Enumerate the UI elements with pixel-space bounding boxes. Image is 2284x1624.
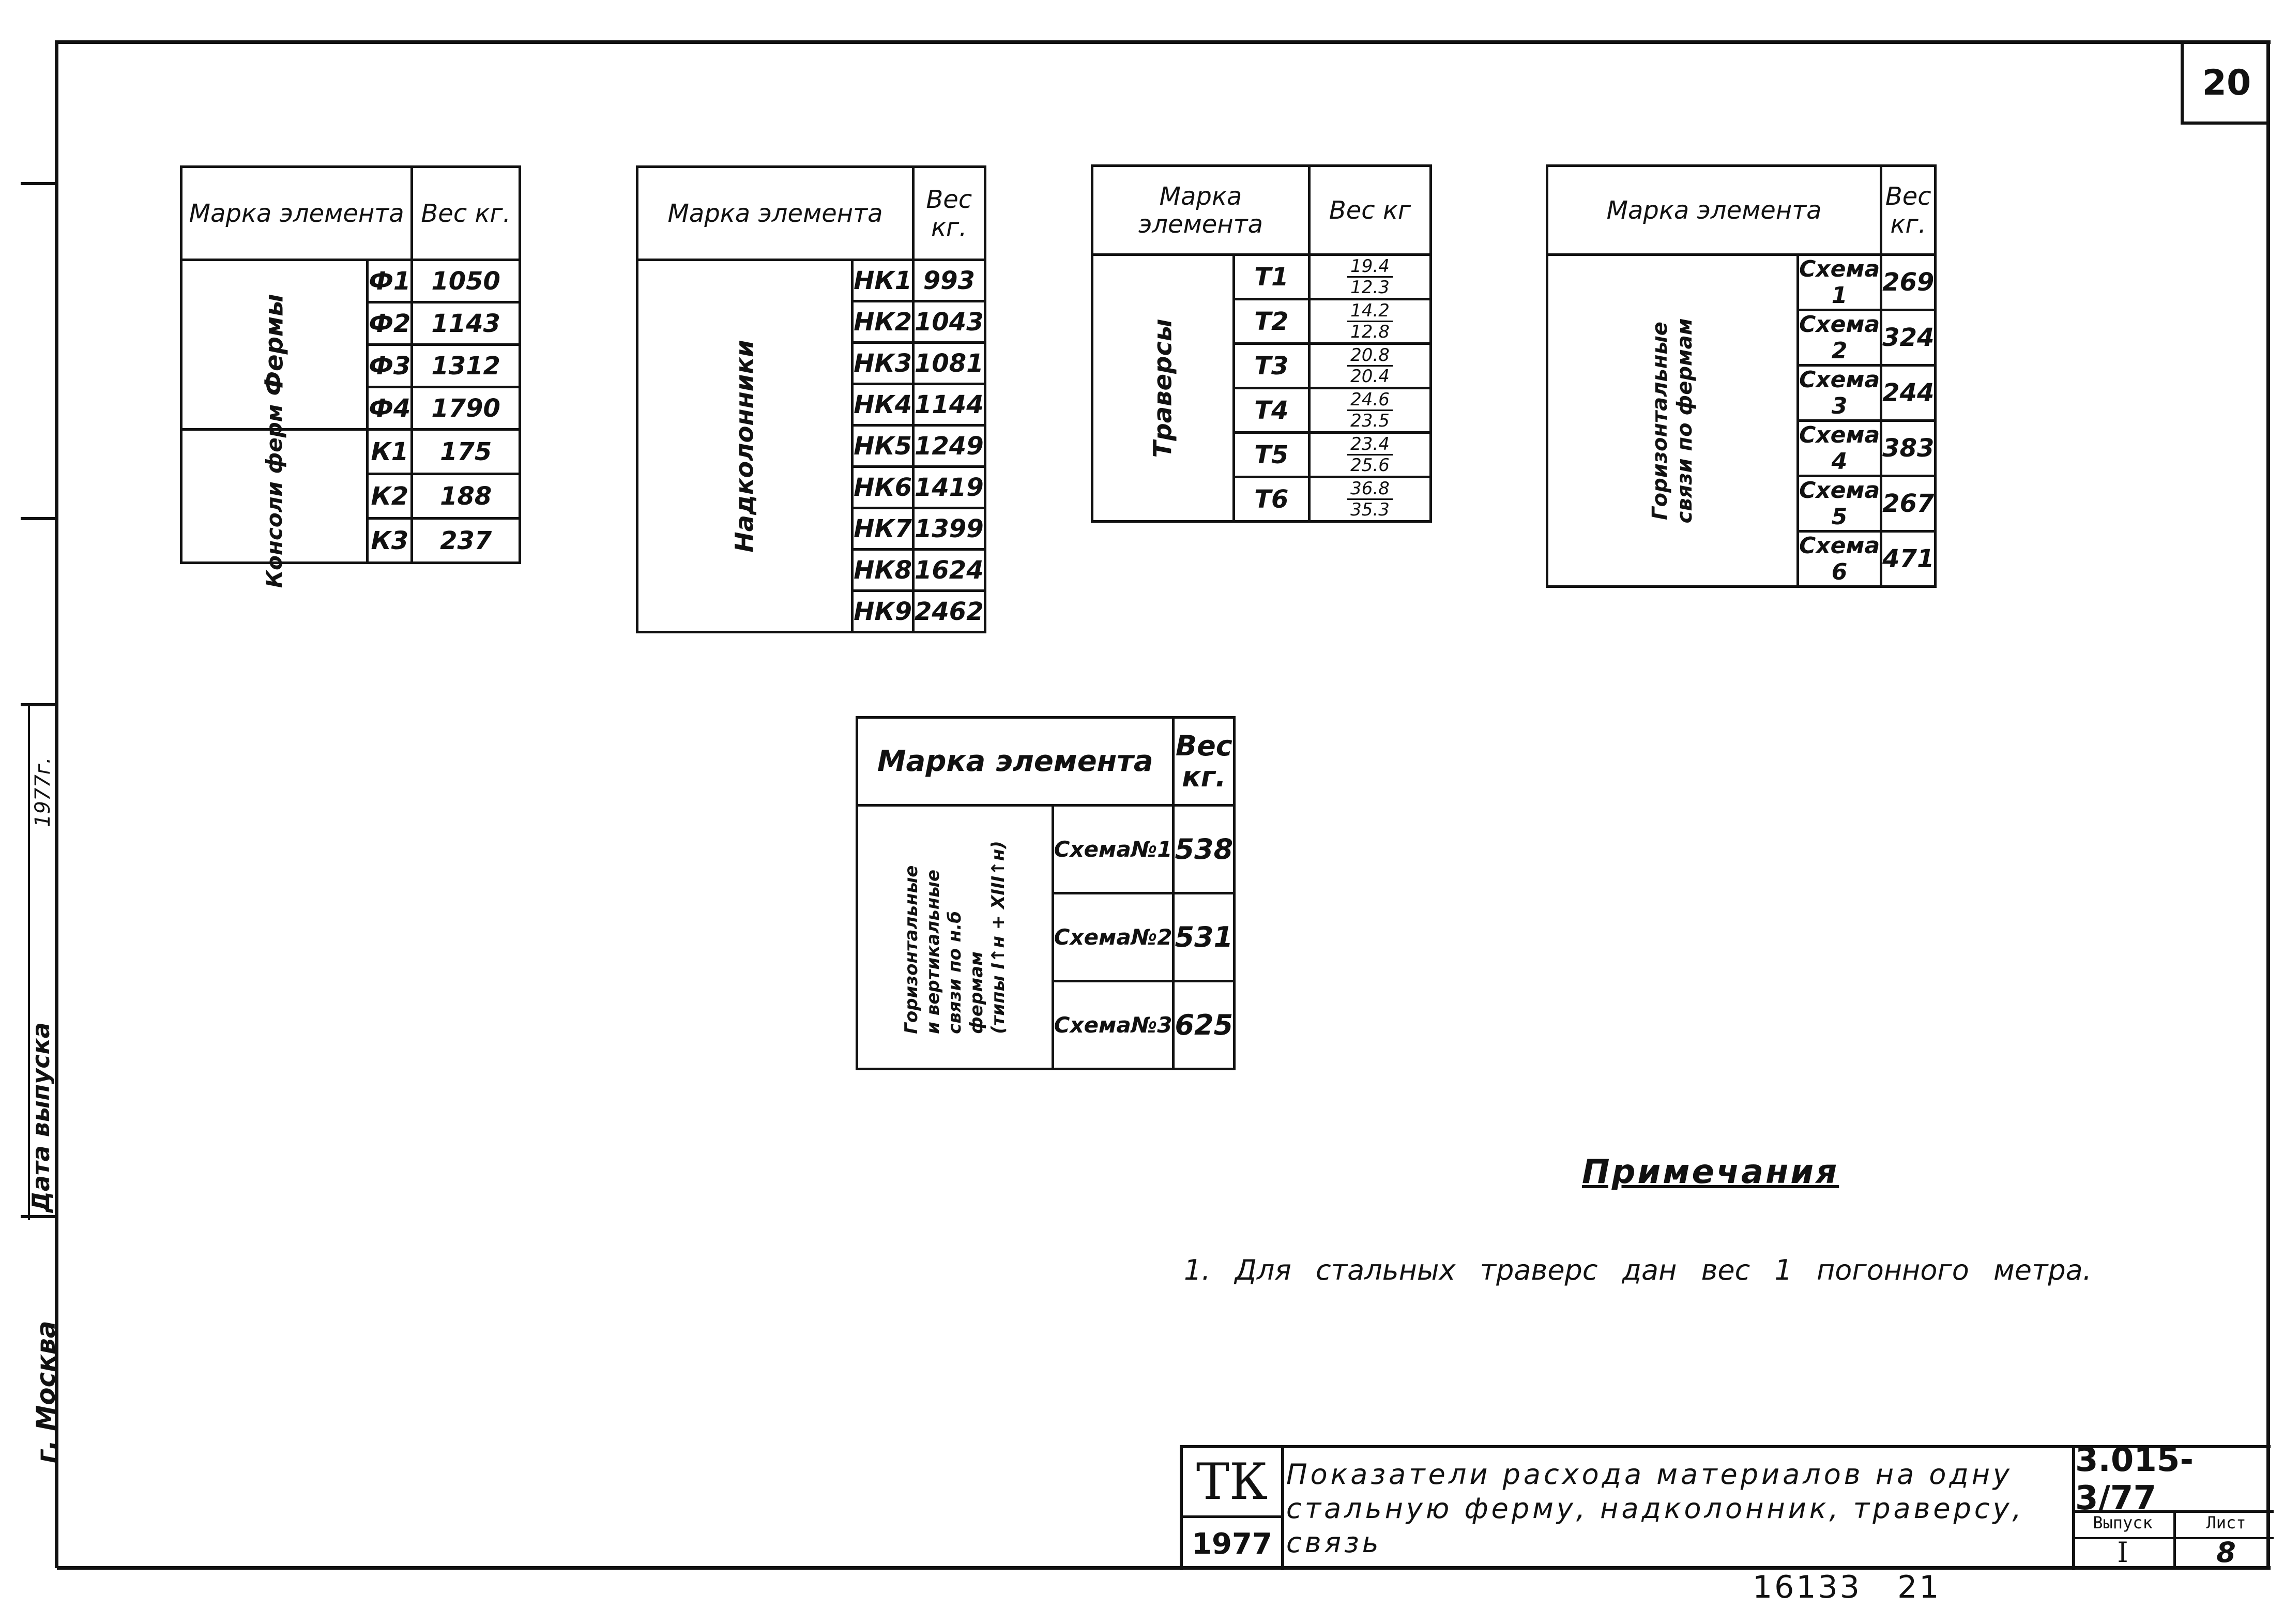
- issue-value: I: [2117, 1536, 2128, 1569]
- element-weight-fraction: $\frac{23.4}{25.6}$: [1310, 433, 1431, 477]
- element-weight: 1043: [913, 301, 985, 343]
- title-block-title: Показатели расхода материалов на одну стальную ферму, надколонник, траверсу, связь: [1286, 1458, 2024, 1559]
- element-mark: Схема№3: [1053, 981, 1174, 1069]
- table-svyazi-ner: [856, 716, 1236, 1070]
- element-mark: Т2: [1234, 299, 1309, 344]
- group-label: Фермы: [181, 260, 368, 430]
- table-header-weight: Вес кг.: [1174, 718, 1235, 806]
- element-mark: К3: [368, 519, 412, 563]
- frame-right-border: [2266, 40, 2270, 1568]
- title-block: [1180, 1441, 2271, 1570]
- table-gor-svyazi: [1546, 164, 1937, 588]
- element-mark: НК7: [852, 508, 913, 550]
- table-header-weight: Вес кг.: [412, 167, 520, 260]
- element-weight: 1249: [913, 426, 985, 467]
- document-code: 3.015-3/77: [2075, 1448, 2274, 1513]
- element-mark: Т5: [1234, 433, 1309, 477]
- element-weight: 244: [1881, 366, 1936, 421]
- element-mark: Ф2: [368, 302, 412, 345]
- side-stamp-year: 1977г.: [31, 757, 55, 827]
- element-mark: Схема 6: [1798, 532, 1881, 587]
- element-mark: К2: [368, 474, 412, 519]
- side-stamp-city: г. Москва: [31, 1321, 61, 1463]
- element-weight: 324: [1881, 310, 1936, 366]
- table-header-mark: Марка элемента: [1547, 166, 1881, 255]
- group-label: Траверсы: [1092, 255, 1234, 522]
- table-header-mark: Марка элемента: [181, 167, 412, 260]
- element-mark: НК8: [852, 550, 913, 591]
- notes-title: Примечания: [1582, 1153, 1839, 1191]
- element-mark: Т6: [1234, 477, 1309, 522]
- sheet-number: 20: [2181, 44, 2270, 125]
- element-weight-fraction: $\frac{19.4}{12.3}$: [1310, 255, 1431, 299]
- element-mark: НК1: [852, 260, 913, 301]
- element-weight: 237: [412, 519, 520, 563]
- element-weight: 531: [1174, 893, 1235, 981]
- element-mark: Ф4: [368, 387, 412, 430]
- element-mark: Схема№2: [1053, 893, 1174, 981]
- element-weight: 1143: [412, 302, 520, 345]
- element-weight: 267: [1881, 476, 1936, 532]
- element-mark: Схема 3: [1798, 366, 1881, 421]
- element-weight: 269: [1881, 255, 1936, 310]
- table-header-mark: Марка элемента: [857, 718, 1174, 806]
- group-label: Надколонники: [637, 260, 852, 632]
- element-weight: 1399: [913, 508, 985, 550]
- title-block-org: ТК: [1183, 1448, 1284, 1518]
- element-weight: 1312: [412, 345, 520, 387]
- element-weight: 383: [1881, 421, 1936, 476]
- frame-tick: [21, 703, 57, 706]
- bottom-numbers: 16133 21: [1753, 1569, 1941, 1605]
- notes-item: 1. Для стальных траверс дан вес 1 погонного метра.: [1184, 1254, 2092, 1286]
- group-label: Консоли ферм: [181, 430, 368, 563]
- element-weight: 993: [913, 260, 985, 301]
- issue-label: Выпуск: [2093, 1513, 2153, 1532]
- element-mark: Т3: [1234, 344, 1309, 388]
- element-weight: 1419: [913, 467, 985, 508]
- element-weight: 471: [1881, 532, 1936, 587]
- group-label: Горизонтальные связи по фермам: [1547, 255, 1798, 587]
- table-fermy: [180, 165, 521, 588]
- sheet-value: 8: [2173, 1536, 2276, 1567]
- table-traversy: [1091, 164, 1432, 523]
- frame-tick: [21, 1215, 57, 1218]
- element-mark: НК2: [852, 301, 913, 343]
- element-mark: НК9: [852, 591, 913, 632]
- table-header-weight: Вес кг.: [1881, 166, 1936, 255]
- title-block-year: 1977: [1183, 1518, 1284, 1570]
- element-weight: 1050: [412, 260, 520, 302]
- sheet-label: Лист: [2173, 1513, 2276, 1539]
- element-mark: Схема 5: [1798, 476, 1881, 532]
- element-weight: 188: [412, 474, 520, 519]
- element-weight: 1081: [913, 343, 985, 384]
- element-mark: К1: [368, 430, 412, 474]
- element-mark: НК4: [852, 384, 913, 426]
- frame-top-border: [57, 40, 2271, 44]
- side-stamp-date-label: Дата выпуска: [27, 1022, 55, 1212]
- element-weight: 1144: [913, 384, 985, 426]
- element-mark: НК3: [852, 343, 913, 384]
- table-header-mark: Марка элемента: [1092, 166, 1310, 255]
- element-weight-fraction: $\frac{14.2}{12.8}$: [1310, 299, 1431, 344]
- table-header-weight: Вес кг: [1310, 166, 1431, 255]
- element-mark: Схема 4: [1798, 421, 1881, 476]
- element-mark: Т4: [1234, 388, 1309, 433]
- table-header-mark: Марка элемента: [637, 167, 913, 260]
- element-mark: Схема 1: [1798, 255, 1881, 310]
- element-mark: Схема№1: [1053, 806, 1174, 893]
- title-block-right: [2072, 1441, 2274, 1570]
- table-nadkolonniki: [636, 165, 986, 633]
- element-weight: 2462: [913, 591, 985, 632]
- element-mark: Ф1: [368, 260, 412, 302]
- element-weight: 625: [1174, 981, 1235, 1069]
- table-header-weight: Вес кг.: [913, 167, 985, 260]
- frame-tick: [21, 517, 57, 520]
- frame-tick: [21, 182, 57, 185]
- element-weight: 538: [1174, 806, 1235, 893]
- element-mark: НК6: [852, 467, 913, 508]
- element-mark: Схема 2: [1798, 310, 1881, 366]
- group-label: Горизонтальные и вертикальные связи по н.б фермам (типы I↑н + XIII↑н): [857, 806, 1053, 1069]
- element-weight-fraction: $\frac{36.8}{35.3}$: [1310, 477, 1431, 522]
- element-mark: Т1: [1234, 255, 1309, 299]
- element-weight-fraction: $\frac{20.8}{20.4}$: [1310, 344, 1431, 388]
- element-mark: Ф3: [368, 345, 412, 387]
- element-weight: 175: [412, 430, 520, 474]
- element-weight: 1624: [913, 550, 985, 591]
- element-mark: НК5: [852, 426, 913, 467]
- element-weight: 1790: [412, 387, 520, 430]
- element-weight-fraction: $\frac{24.6}{23.5}$: [1310, 388, 1431, 433]
